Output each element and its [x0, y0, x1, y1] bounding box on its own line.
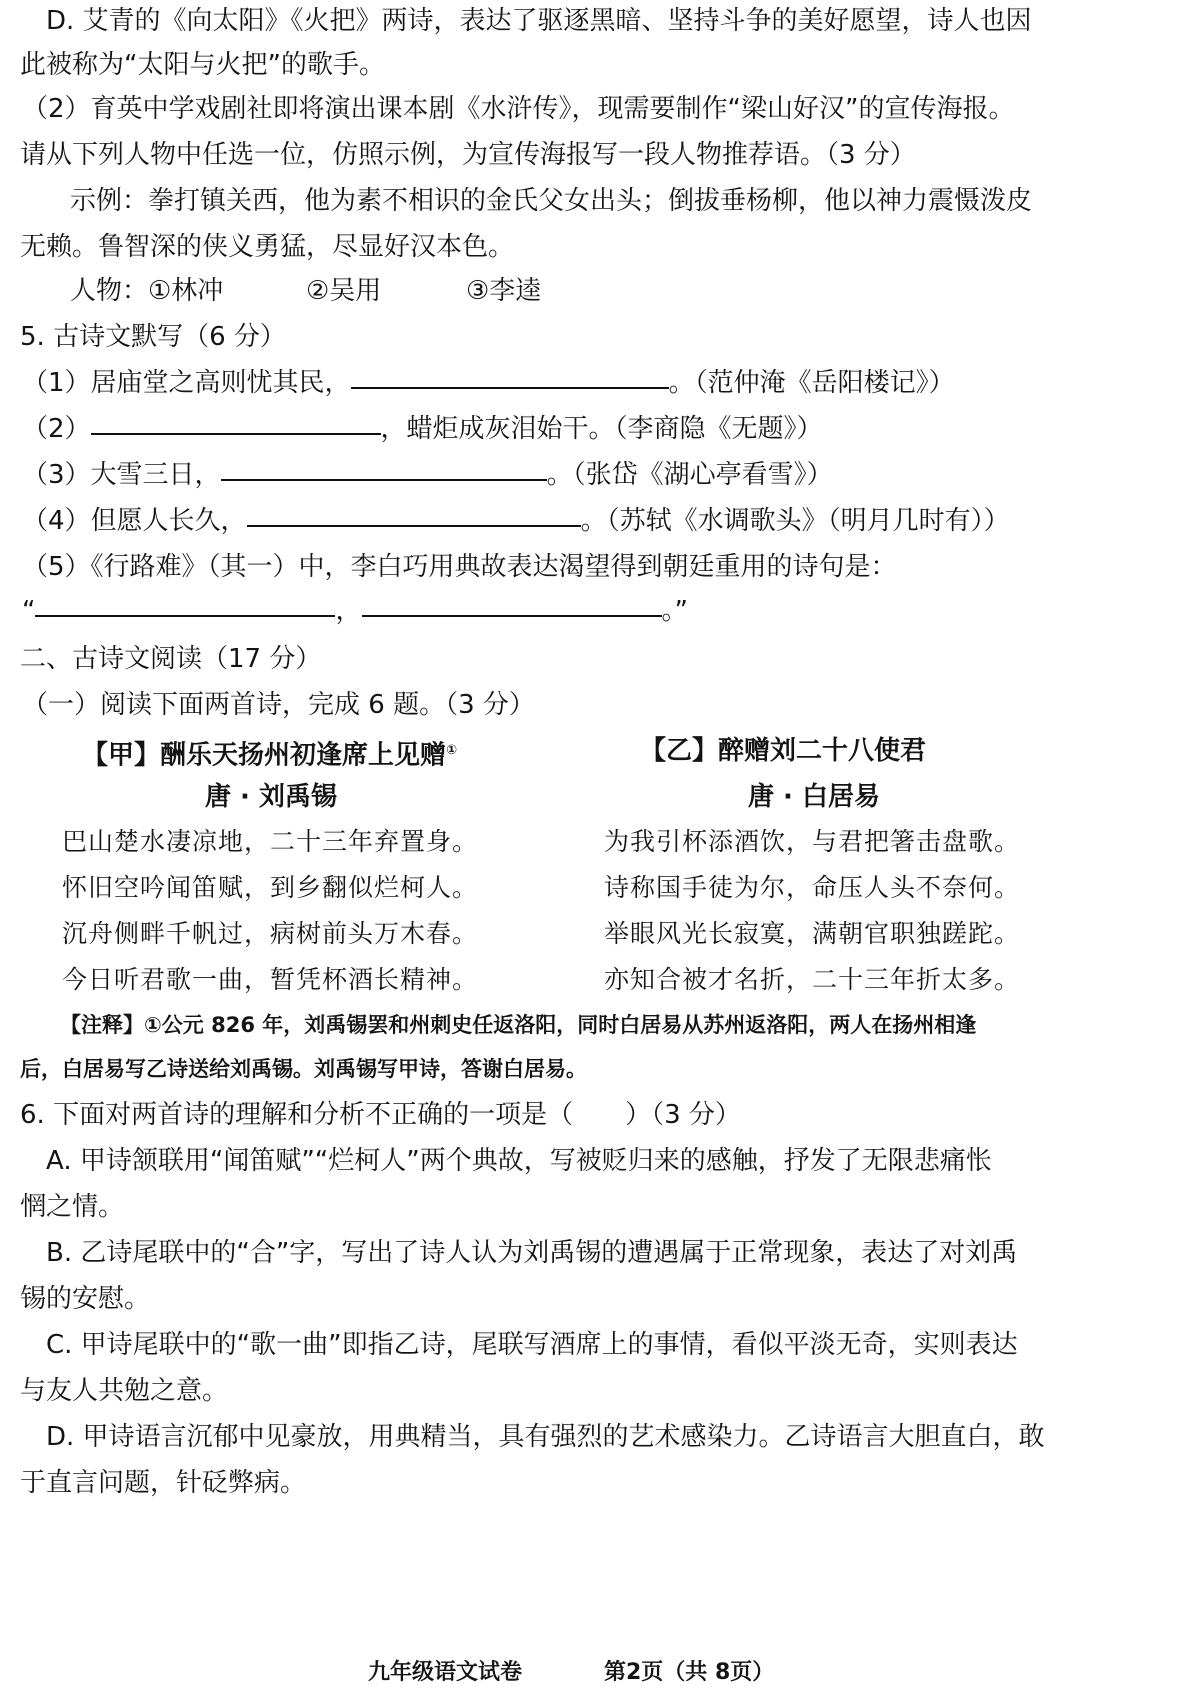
q6-stem: 6. 下面对两首诗的理解和分析不正确的一项是（ ）（3 分）	[20, 1100, 741, 1130]
q5-item-3-after: 。（张岱《湖心亭看雪》）	[546, 460, 833, 490]
q5-item-1-num: （1）	[22, 368, 91, 398]
q5-item-1	[22, 366, 955, 400]
answer-blank-5b[interactable]	[362, 615, 662, 617]
answer-blank-3[interactable]	[221, 479, 547, 481]
q5-item-1-after: 。（范仲淹《岳阳楼记》）	[668, 368, 955, 398]
q4-example-line1: 示例：拳打镇关西，他为素不相识的金氏父女出头；倒拔垂杨柳，他以神力震慑泼皮	[70, 186, 1033, 216]
q6-option-a-line2: 惘之情。	[20, 1192, 125, 1222]
q5-item-4-after: 。（苏轼《水调歌头》（明月几时有））	[580, 506, 1010, 536]
annotation-line1: 【注释】①公元 826 年，刘禹锡罢和州刺史任返洛阳，同时白居易从苏州返洛阳，两人在扬州相逢	[60, 1013, 977, 1037]
answer-blank-1[interactable]	[351, 387, 669, 389]
q5-item-4	[22, 504, 1010, 538]
q5-item-2	[22, 412, 823, 446]
q6-option-d-line1[interactable]: D. 甲诗语言沉郁中见豪放，用典精当，具有强烈的艺术感染力。乙诗语言大胆直白，敢	[46, 1422, 1045, 1452]
footer-exam-name: 九年级语文试卷	[368, 1660, 523, 1685]
character-option-3: ③李逵	[466, 276, 542, 306]
annotation-line2: 后，白居易写乙诗送给刘禹锡。刘禹锡写甲诗，答谢白居易。	[20, 1057, 587, 1081]
q5-item-5-line1: （5）《行路难》（其一）中，李白巧用典故表达渴望得到朝廷重用的诗句是：	[22, 552, 897, 582]
answer-blank-2[interactable]	[91, 433, 381, 435]
section2-heading: 二、古诗文阅读（17 分）	[20, 644, 322, 674]
poem-jia-author: 唐 · 刘禹锡	[205, 782, 337, 812]
q6-option-b-line1[interactable]: B. 乙诗尾联中的“合”字，写出了诗人认为刘禹锡的遭遇属于正常现象，表达了对刘禹	[46, 1238, 1018, 1268]
q4-option-d-line1: D. 艾青的《向太阳》《火把》两诗，表达了驱逐黑暗、坚持斗争的美好愿望，诗人也因	[46, 6, 1032, 36]
q4-part2-line2: 请从下列人物中任选一位，仿照示例，为宣传海报写一段人物推荐语。（3 分）	[20, 140, 916, 170]
q6-option-d-line2: 于直言问题，针砭弊病。	[20, 1468, 307, 1498]
q5-item-2-num: （2）	[22, 414, 91, 444]
character-option-1: ①林冲	[148, 276, 224, 306]
section2-subheading: （一）阅读下面两首诗，完成 6 题。（3 分）	[22, 690, 535, 720]
poem-yi-line-1: 为我引杯添酒饮，与君把箸击盘歌。	[604, 827, 1021, 856]
q5-item-3-before: 大雪三日，	[90, 460, 221, 490]
q4-option-d-line2: 此被称为“太阳与火把”的歌手。	[20, 50, 385, 80]
poem-yi-line-4: 亦知合被才名折，二十三年折太多。	[604, 965, 1021, 994]
q4-part2-line1: （2）育英中学戏剧社即将演出课本剧《水浒传》，现需要制作“梁山好汉”的宣传海报。	[22, 94, 1015, 124]
q5-heading: 5. 古诗文默写（6 分）	[20, 322, 286, 352]
q6-option-c-line1[interactable]: C. 甲诗尾联中的“歌一曲”即指乙诗，尾联写酒席上的事情，看似平淡无奇，实则表达	[46, 1330, 1018, 1360]
q5-item-2-after: ，蜡炬成灰泪始干。（李商隐《无题》）	[380, 414, 823, 444]
poem-jia-note-marker: ①	[446, 743, 458, 758]
poem-jia-line-4: 今日听君歌一曲，暂凭杯酒长精神。	[62, 965, 479, 994]
q4-example-line2: 无赖。鲁智深的侠义勇猛，尽显好汉本色。	[20, 232, 515, 262]
q5-item-4-before: 但愿人长久，	[90, 506, 247, 536]
poem-jia-title	[82, 734, 457, 773]
character-option-2: ②吴用	[306, 276, 382, 306]
poem-jia-title-text: 【甲】酬乐天扬州初逢席上见赠	[82, 740, 447, 771]
poem-yi-title: 【乙】醉赠刘二十八使君	[640, 736, 927, 766]
q5-item-3	[22, 458, 833, 492]
q6-option-b-line2: 锡的安慰。	[20, 1284, 151, 1314]
poem-jia-line-3: 沉舟侧畔千帆过，病树前头万木春。	[62, 919, 479, 948]
q4-characters-label: 人物：	[70, 276, 149, 306]
poem-yi-author: 唐 · 白居易	[748, 782, 880, 812]
q5-item-3-num: （3）	[22, 460, 91, 490]
poem-yi-line-3: 举眼风光长寂寞，满朝官职独蹉跎。	[604, 919, 1021, 948]
footer-page-number: 第2页（共 8页）	[604, 1660, 775, 1685]
q5-item-5-open-quote: “	[22, 596, 36, 626]
poem-jia-line-2: 怀旧空吟闻笛赋，到乡翻似烂柯人。	[62, 873, 479, 902]
answer-blank-5a[interactable]	[35, 615, 335, 617]
q5-item-1-before: 居庙堂之高则忧其民，	[90, 368, 351, 398]
q6-option-a-line1[interactable]: A. 甲诗颔联用“闻笛赋”“烂柯人”两个典故，写被贬归来的感触，抒发了无限悲痛怅	[46, 1146, 992, 1176]
q5-item-5-line2	[22, 594, 688, 628]
q5-item-5-close: 。”	[661, 596, 688, 626]
q6-option-c-line2: 与友人共勉之意。	[20, 1376, 229, 1406]
poem-yi-line-2: 诗称国手徒为尔，命压人头不奈何。	[604, 873, 1021, 902]
q5-item-4-num: （4）	[22, 506, 91, 536]
answer-blank-4[interactable]	[247, 525, 581, 527]
poem-jia-line-1: 巴山楚水凄凉地，二十三年弃置身。	[62, 827, 479, 856]
q5-item-5-comma: ，	[335, 596, 362, 626]
